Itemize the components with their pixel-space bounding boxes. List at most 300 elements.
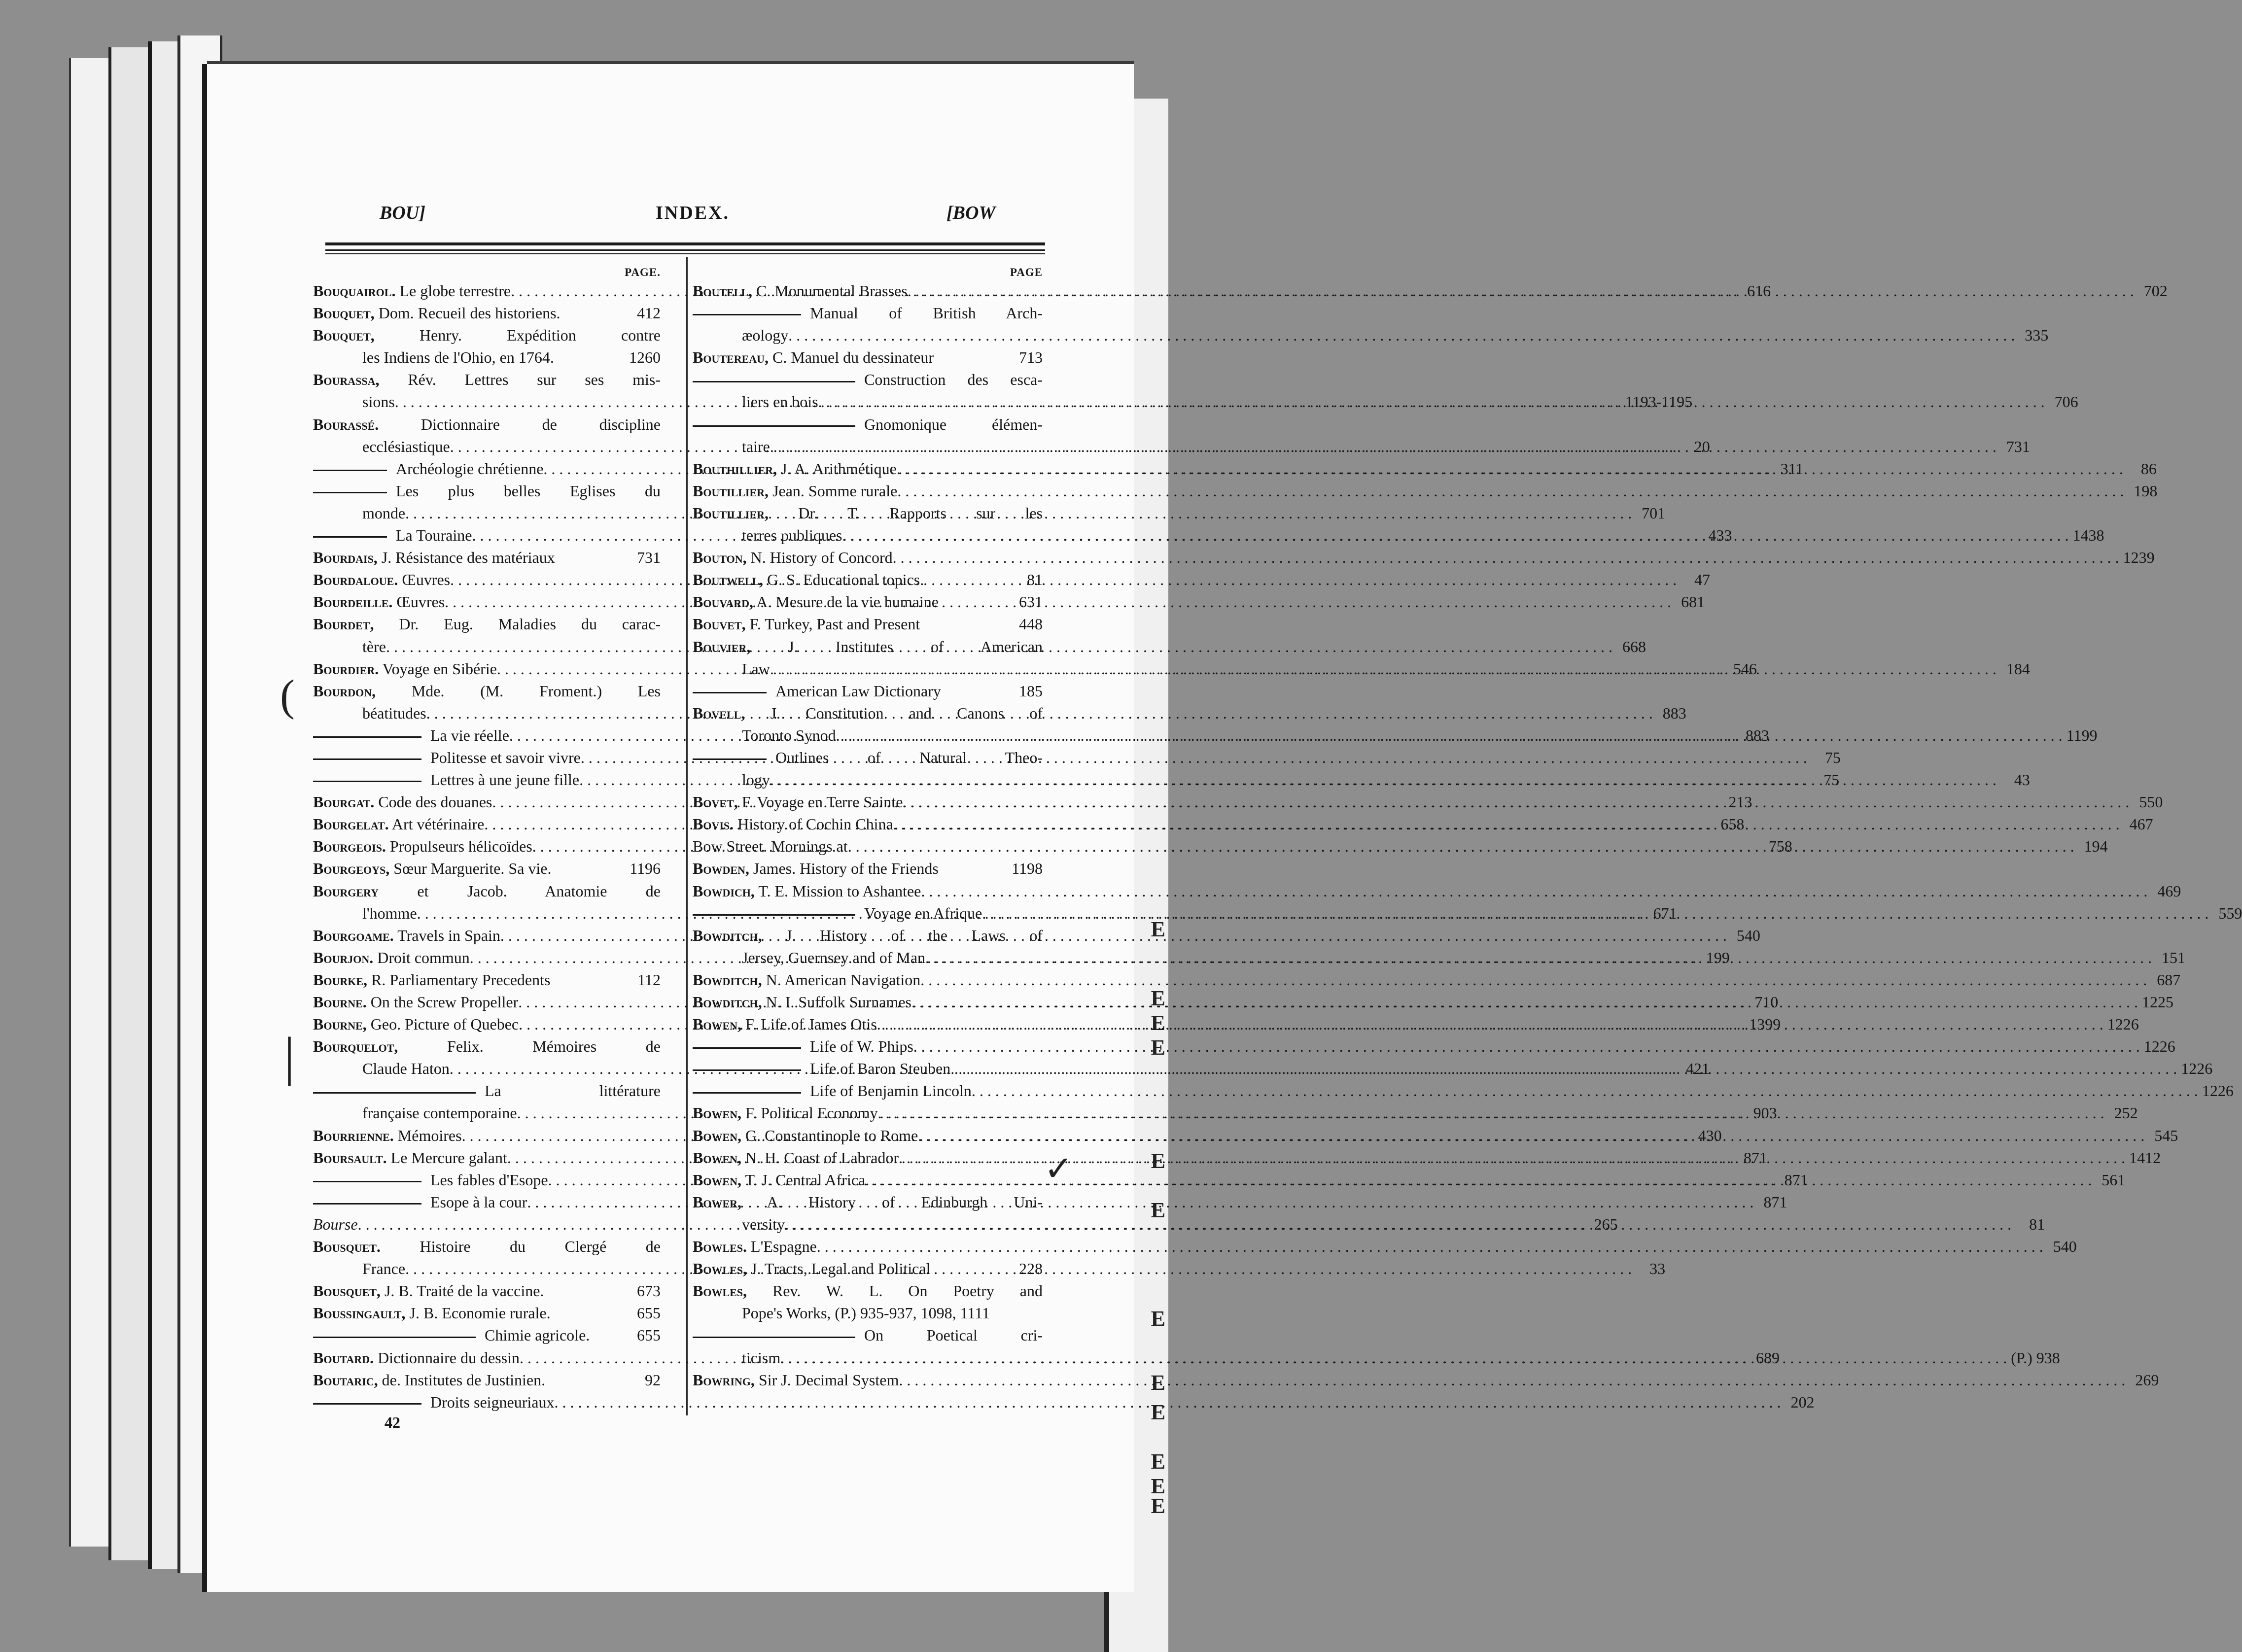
entry-author: Boutell, <box>693 282 753 300</box>
entry-text <box>742 658 770 680</box>
entry-text <box>693 835 848 858</box>
entry-title: Geo. Picture of Quebec <box>370 1015 519 1033</box>
entry-page-number: 185 <box>1019 682 1043 700</box>
entry-page-number: 467 <box>2129 815 2153 833</box>
entry-author: Bouton, <box>693 549 747 567</box>
entry-author: Bourdet, <box>313 615 374 633</box>
header-rule <box>325 242 1045 245</box>
entry-title: versity <box>742 1215 785 1233</box>
entry-text <box>362 1258 405 1280</box>
entry-page-number: 433 <box>1708 526 1732 545</box>
entry-text <box>742 436 770 458</box>
dot-leader <box>878 1102 2104 1124</box>
entry-author: Bourne, <box>313 1015 367 1033</box>
entry-title: Les plus belles Eglises du <box>396 482 661 500</box>
entry-author: Bourgoame. <box>313 926 394 944</box>
entry-text <box>693 1324 1043 1346</box>
entry-title: France <box>362 1260 406 1278</box>
entry-title: taire <box>742 437 770 455</box>
ditto-dash <box>693 1047 801 1049</box>
entry-page-number: 706 <box>2054 393 2078 411</box>
entry-author: Bourgat. <box>313 793 375 811</box>
entry-title: F. Turkey, Past and Present <box>749 615 920 633</box>
entry-title: logy <box>742 771 770 789</box>
entry-text <box>693 1169 865 1191</box>
entry-author: Bourjon. <box>313 948 374 966</box>
entry-text <box>313 880 661 902</box>
entry-author: Boussingault, <box>313 1304 406 1322</box>
header-rule <box>325 253 1045 254</box>
entry-text <box>742 724 836 747</box>
entry-page-number: 1226 <box>2107 1015 2139 1033</box>
entry-author: Bourne. <box>313 993 367 1011</box>
entry-text <box>313 1302 551 1324</box>
entry-page-number: 1239 <box>2123 549 2155 567</box>
index-entry-line <box>313 613 661 635</box>
entry-page-number: 1260 <box>629 348 661 367</box>
entry-page-number: 198 <box>2134 482 2158 500</box>
entry-author: Bowles. <box>693 1238 747 1256</box>
entry-text <box>693 1125 918 1147</box>
entry-title: sions <box>362 393 395 411</box>
entry-text <box>693 302 1043 324</box>
header-rule <box>325 249 1045 251</box>
entry-page-number: 655 <box>637 1326 661 1344</box>
entry-author: Bouvard, <box>693 593 754 611</box>
ditto-dash <box>313 758 421 760</box>
entry-title: Politesse et savoir vivre <box>430 748 581 766</box>
dot-leader <box>920 969 2147 991</box>
entry-subject: Bourse <box>313 1215 358 1233</box>
entry-title: Archéologie chrétienne <box>396 459 544 478</box>
dot-leader <box>555 1391 1781 1413</box>
entry-text <box>362 636 386 658</box>
entry-text <box>362 391 395 413</box>
entry-page-number: 871 <box>1784 1170 1808 1189</box>
entry-title: T. E. Mission to Ashantee <box>758 882 921 900</box>
ditto-dash <box>693 381 855 382</box>
entry-title: Rev. W. L. On Poetry and <box>772 1282 1043 1300</box>
entry-page-number: 1193-1195 <box>1625 393 1693 411</box>
index-entry-line <box>313 1324 661 1346</box>
index-entry-line <box>313 1080 661 1102</box>
entry-title: N. H. Coast of Labrador <box>745 1148 899 1167</box>
entry-author: Bovet, <box>693 793 738 811</box>
entry-text <box>313 1369 545 1391</box>
entry-text <box>362 502 405 524</box>
entry-page-number: 112 <box>637 970 661 989</box>
entry-text <box>742 769 770 791</box>
entry-title: J. A. Arithmétique <box>781 459 897 478</box>
entry-text <box>693 813 893 835</box>
entry-author: Bovis. <box>693 815 734 833</box>
index-entry-line <box>313 1280 661 1302</box>
dot-leader <box>450 569 1677 591</box>
entry-page-number: 668 <box>1622 637 1646 655</box>
entry-page-number: 903 <box>1753 1104 1777 1122</box>
entry-title: Dr. Eug. Maladies du carac- <box>399 615 661 633</box>
entry-title: J. Tracts, Legal and Political <box>751 1260 931 1278</box>
entry-text <box>313 1147 507 1169</box>
dot-leader <box>982 902 2208 925</box>
entry-title: On Poetical cri- <box>864 1326 1043 1344</box>
index-entry-line <box>693 547 2155 569</box>
entry-page-number: 228 <box>1019 1260 1043 1278</box>
entry-text <box>693 1035 913 1058</box>
entry-text <box>693 791 903 813</box>
entry-text <box>742 524 842 547</box>
entry-text <box>693 369 1043 391</box>
entry-page-number: 81 <box>2029 1215 2045 1233</box>
index-entry-line <box>693 858 1043 880</box>
entry-title: F. Voyage en Terre Sainte <box>741 793 903 811</box>
entry-title: N. I. Suffolk Surnames <box>766 993 911 1011</box>
entry-title: Manual of British Arch- <box>810 304 1043 322</box>
entry-title: terres publiques <box>742 526 842 545</box>
entry-text <box>693 925 1043 947</box>
entry-text <box>313 791 492 813</box>
dot-leader <box>780 1347 2007 1369</box>
entry-page-number: 47 <box>1694 571 1711 589</box>
entry-title: J. B. Traité de la vaccine. <box>384 1282 544 1300</box>
entry-title: Voyage en Afrique <box>864 904 982 922</box>
entry-author: Boutillier, <box>693 504 769 522</box>
index-entry-line <box>313 1035 661 1058</box>
entry-text <box>693 1147 899 1169</box>
ditto-dash <box>313 1181 421 1182</box>
dot-leader <box>770 658 1997 680</box>
entry-text <box>313 747 581 769</box>
index-entry-line <box>313 680 661 702</box>
ditto-dash <box>693 692 767 693</box>
index-entry-line <box>313 1369 661 1391</box>
entry-author: Bouquet, <box>313 304 375 322</box>
index-entry-line <box>693 1302 1043 1324</box>
entry-page-number: 883 <box>1745 726 1769 744</box>
entry-text <box>313 1125 462 1147</box>
entry-title: Droit commun <box>377 948 470 966</box>
entry-title: Voyage en Sibérie <box>382 659 497 678</box>
entry-title: liers en bois <box>742 393 818 411</box>
entry-author: Bourdon, <box>313 682 376 700</box>
entry-title: La vie réelle <box>430 726 509 744</box>
entry-author: Boutwell, <box>693 571 764 589</box>
entry-title: Propulseurs hélicoïdes <box>389 837 532 856</box>
entry-text <box>313 813 484 835</box>
index-entry-line <box>693 969 2181 991</box>
entry-page-number: 469 <box>2157 882 2181 900</box>
entry-text <box>313 769 579 791</box>
entry-title: de. Institutes de Justinien. <box>382 1371 546 1389</box>
entry-text <box>693 1080 972 1102</box>
entry-text <box>693 569 924 591</box>
entry-title: Law <box>742 659 770 678</box>
entry-text <box>313 1236 661 1258</box>
entry-text <box>313 369 661 391</box>
entry-text <box>693 346 934 369</box>
entry-title: æology <box>742 326 789 344</box>
entry-title: Construction des esca- <box>864 371 1043 389</box>
entry-title: La Touraine <box>396 526 472 545</box>
entry-page-number: 546 <box>1733 659 1757 678</box>
entry-page-number: 33 <box>1649 1260 1666 1278</box>
index-entry-line <box>693 1080 2234 1102</box>
index-entry-line <box>313 547 661 569</box>
entry-title: Rév. Lettres sur ses mis- <box>408 371 661 389</box>
index-entry-line <box>693 346 1043 369</box>
entry-page-number: 540 <box>1736 926 1760 944</box>
entry-page-number: 1198 <box>1012 860 1043 878</box>
entry-title: Sœur Marguerite. Sa vie. <box>393 860 552 878</box>
dot-leader <box>972 1080 2198 1102</box>
entry-title: Œuvres <box>402 571 451 589</box>
entry-page-number: 631 <box>1019 593 1043 611</box>
entry-text <box>313 858 552 880</box>
index-entry-line <box>313 369 661 391</box>
entry-page-number: 883 <box>1662 704 1686 722</box>
entry-author: Bourrienne. <box>313 1126 394 1144</box>
entry-text <box>742 1347 780 1369</box>
entry-text <box>693 1102 878 1124</box>
page-column-label: PAGE <box>1010 266 1043 278</box>
index-entry-line <box>313 302 661 324</box>
entry-page-number: 658 <box>1720 815 1745 833</box>
entry-title: Sir J. Decimal System <box>758 1371 899 1389</box>
entry-text <box>693 880 921 902</box>
ditto-dash <box>313 1092 476 1094</box>
entry-page-number: 335 <box>2025 326 2049 344</box>
ditto-dash <box>693 914 855 916</box>
entry-text <box>313 547 555 569</box>
entry-page-number: 75 <box>1823 771 1840 789</box>
entry-page-number: 252 <box>2114 1104 2138 1122</box>
entry-title: ecclésiastique <box>362 437 450 455</box>
entry-title: Henry. Expédition contre <box>420 326 661 344</box>
entry-text <box>313 835 532 858</box>
entry-title: ticism <box>742 1348 781 1367</box>
dot-leader <box>877 1013 2103 1035</box>
entry-title: On the Screw Propeller <box>370 993 519 1011</box>
entry-text <box>313 1035 661 1058</box>
running-head-right: [BOW <box>946 203 996 223</box>
entry-text <box>313 1347 520 1369</box>
entry-author: Bouthillier, <box>693 459 777 478</box>
ditto-dash <box>313 736 421 738</box>
index-entry-line <box>313 969 661 991</box>
entry-author: Bourdeille. <box>313 593 393 611</box>
index-entry-line <box>693 591 1043 613</box>
entry-text <box>313 1213 358 1236</box>
entry-author: Bower, <box>693 1193 742 1211</box>
entry-author: Bowen, <box>693 1126 742 1144</box>
entry-text <box>693 747 1043 769</box>
entry-text <box>313 658 497 680</box>
ditto-dash <box>313 1203 421 1205</box>
entry-page-number: 1412 <box>2129 1148 2161 1167</box>
entry-page-number: 871 <box>1743 1148 1767 1167</box>
entry-title: française contemporaine <box>362 1104 517 1122</box>
index-entry-line <box>693 680 1043 702</box>
entry-page-number: 710 <box>1754 993 1779 1011</box>
entry-text <box>313 1280 544 1302</box>
entry-text <box>693 1258 930 1280</box>
entry-title: J. B. Economie rurale. <box>409 1304 551 1322</box>
index-entry-line <box>693 747 1043 769</box>
ditto-dash <box>693 314 801 315</box>
entry-text <box>313 969 550 991</box>
entry-text <box>693 280 908 302</box>
dot-leader <box>788 324 2015 346</box>
entry-text <box>693 547 893 569</box>
entry-page-number: 269 <box>2135 1371 2159 1389</box>
index-entry-line <box>693 480 2158 502</box>
entry-author: Bourdier. <box>313 659 379 678</box>
entry-text <box>693 1236 817 1258</box>
entry-author: Bouquairol. <box>313 282 396 300</box>
entry-title: American Law Dictionary <box>775 682 941 700</box>
entry-text <box>742 1213 785 1236</box>
entry-author: Bouquet, <box>313 326 375 344</box>
entry-page-number: 43 <box>2014 771 2030 789</box>
index-entry-line <box>693 1191 1043 1213</box>
entry-author: Bowen, <box>693 1015 742 1033</box>
entry-text <box>313 524 472 547</box>
entry-title: J. Résistance des matériaux <box>381 549 555 567</box>
index-entry-line <box>313 480 661 502</box>
entry-page-number: 731 <box>2006 437 2030 455</box>
entry-text <box>313 991 518 1013</box>
entry-page-number: 758 <box>1768 837 1792 856</box>
entry-text <box>313 613 661 635</box>
ditto-dash <box>313 492 387 493</box>
entry-page-number: 673 <box>637 1282 661 1300</box>
entry-text <box>362 436 450 458</box>
entry-author: Bourgelat. <box>313 815 389 833</box>
entry-text <box>693 413 1043 436</box>
entry-author: Bowles, <box>693 1260 747 1278</box>
entry-page-number: 1226 <box>2202 1082 2234 1100</box>
index-entry-line <box>693 502 1043 524</box>
dot-leader <box>770 769 1997 791</box>
entry-title: J. Constitution and Canons of <box>770 704 1043 722</box>
entry-author: Bowring, <box>693 1371 755 1389</box>
margin-bracket-mark: ( <box>280 671 295 720</box>
entry-page-number: 713 <box>1019 348 1043 367</box>
entry-page-number: 421 <box>1685 1060 1710 1078</box>
entry-title: et Jacob. Anatomie de <box>417 882 661 900</box>
index-entry-line <box>693 880 2181 902</box>
entry-title: N. History of Concord <box>750 549 893 567</box>
entry-page-number: 412 <box>637 304 661 322</box>
index-entry-line <box>693 1035 2175 1058</box>
entry-text <box>693 991 911 1013</box>
entry-text <box>313 1013 519 1035</box>
entry-page-number: 671 <box>1653 904 1677 922</box>
entry-title: Life of Baron Steuben <box>810 1060 951 1078</box>
dot-leader <box>445 591 1671 613</box>
entry-page-number: 731 <box>637 549 661 567</box>
entry-author: Boutard. <box>313 1348 374 1367</box>
dot-leader <box>903 791 2129 813</box>
entry-text <box>313 1391 555 1413</box>
entry-title: C. Monumental Brasses <box>756 282 908 300</box>
entry-title: La littérature <box>485 1082 661 1100</box>
entry-text <box>313 591 445 613</box>
entry-title: Le Mercure galant <box>390 1148 507 1167</box>
entry-text <box>693 613 920 635</box>
entry-text <box>693 680 941 702</box>
dot-leader <box>836 724 2063 747</box>
entry-title: James. History of the Friends <box>753 860 939 878</box>
entry-author: Bourgeois. <box>313 837 386 856</box>
entry-author: Bourdaloue. <box>313 571 398 589</box>
entry-author: Bowditch, <box>693 970 762 989</box>
entry-title: Life of Benjamin Lincoln <box>810 1082 972 1100</box>
entry-title: F. Life of James Otis <box>745 1015 877 1033</box>
entry-text <box>313 1191 527 1213</box>
entry-page-number: 540 <box>2053 1238 2077 1256</box>
entry-title: Les fables d'Esope <box>430 1170 548 1189</box>
entry-page-number: 448 <box>1019 615 1043 633</box>
ditto-dash <box>693 1069 801 1071</box>
entry-page-number: 561 <box>2102 1170 2126 1189</box>
index-entry-line <box>693 1369 2159 1391</box>
entry-title: Mémoires <box>397 1126 462 1144</box>
entry-page-number: 265 <box>1594 1215 1618 1233</box>
entry-title: l'homme <box>362 904 417 922</box>
entry-text <box>693 858 939 880</box>
index-entry-line <box>313 324 661 346</box>
entry-text <box>742 324 788 346</box>
entry-title: Dictionnaire du dessin <box>378 1348 520 1367</box>
entry-page-number: 655 <box>637 1304 661 1322</box>
entry-text <box>693 969 920 991</box>
entry-title: Mde. (M. Froment.) Les <box>411 682 661 700</box>
ditto-dash <box>313 781 421 782</box>
entry-title: Dictionnaire de discipline <box>421 415 661 433</box>
entry-text <box>742 1302 990 1324</box>
facing-page-edge: E E E E E E E E E E E E <box>1104 99 1168 1652</box>
entry-page-number: 199 <box>1706 948 1730 966</box>
entry-page-number: (P.) 938 <box>2011 1348 2060 1367</box>
entry-title: F. Political Economy <box>745 1104 878 1122</box>
index-entry-line <box>313 880 661 902</box>
entry-author: Bowditch, <box>693 993 762 1011</box>
index-entry-line <box>313 1236 661 1258</box>
entry-author: Bousquet, <box>313 1282 381 1300</box>
entry-author: Bowles, <box>693 1282 747 1300</box>
entry-text <box>313 413 661 436</box>
entry-title: Chimie agricole. <box>485 1326 590 1344</box>
ditto-dash <box>313 536 387 538</box>
entry-title: Dom. Recueil des historiens. <box>378 304 560 322</box>
dot-leader <box>848 835 2074 858</box>
index-entry-line <box>693 636 1043 658</box>
entry-page-number: 701 <box>1642 504 1666 522</box>
entry-author: Bourquelot, <box>313 1037 398 1056</box>
dot-leader <box>893 813 2120 835</box>
entry-page-number: 92 <box>645 1371 661 1389</box>
entry-author: Bowen, <box>693 1148 742 1167</box>
entry-author: Bourassé. <box>313 415 379 433</box>
entry-page-number: 1196 <box>630 860 661 878</box>
entry-title: R. Parliamentary Precedents <box>371 970 551 989</box>
entry-text <box>362 1102 517 1124</box>
entry-title: Jersey, Guernsey and of Man <box>742 948 926 966</box>
running-head-left: BOU] <box>380 203 425 223</box>
page-column-label: PAGE. <box>625 266 661 278</box>
entry-text <box>313 324 661 346</box>
